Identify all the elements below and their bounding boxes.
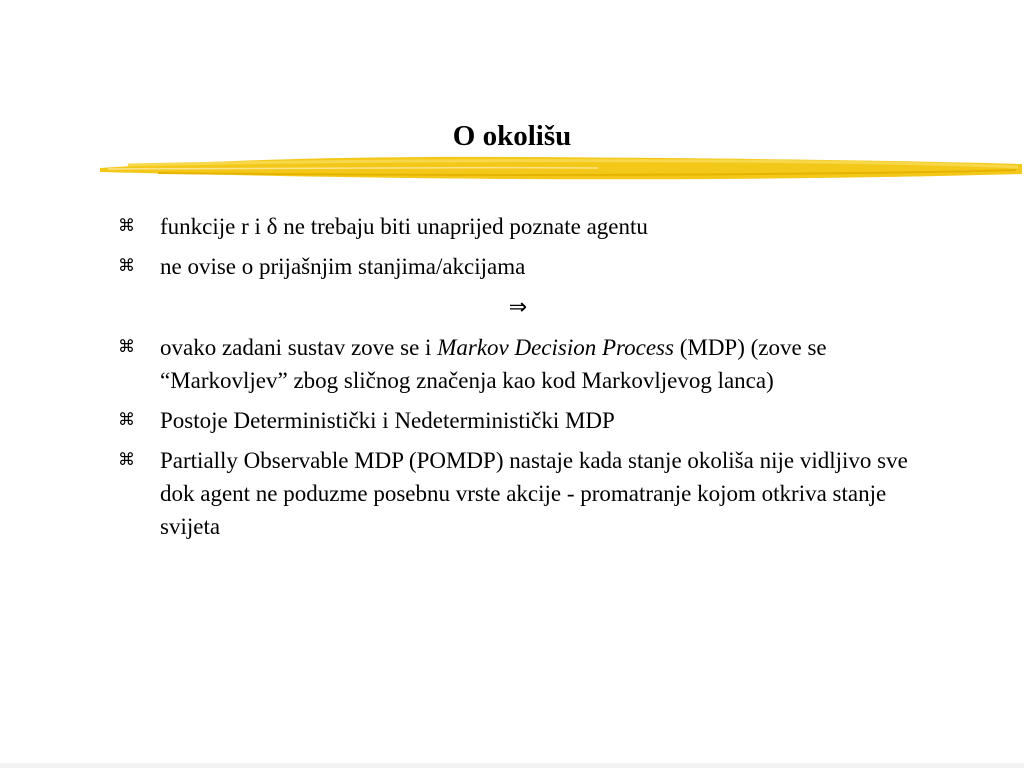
item-text: Partially Observable MDP (POMDP) nastaje kada stanje okoliša nije vidljivo sve dok agent ne poduzme posebnu vrste akcije - promatranje kojom otkriva stanje svijeta: [160, 448, 908, 539]
item-text: ne ovise o prijašnjim stanjima/akcijama: [160, 254, 526, 279]
command-bullet-icon: ⌘: [118, 450, 135, 470]
list-item: [118, 250, 918, 283]
item-text: (MDP) (zove se “Markovljev” zbog sličnog značenja kao kod Markovljevog lanca): [160, 335, 827, 393]
bottom-divider: [0, 763, 1024, 768]
command-bullet-icon: ⌘: [118, 256, 135, 276]
item-text: ovako zadani sustav zove se i: [160, 335, 438, 360]
item-text-italic: Markov Decision Process: [437, 335, 674, 360]
list-item: [118, 331, 918, 397]
implies-arrow-icon: ⇒: [508, 295, 528, 320]
item-text: funkcije r i δ ne trebaju biti unaprijed poznate agentu: [160, 214, 648, 239]
yellow-brush-underline: [98, 148, 1024, 188]
command-bullet-icon: ⌘: [118, 410, 135, 430]
command-bullet-icon: ⌘: [118, 216, 135, 236]
bullet-list: [118, 210, 918, 550]
implication-line: [118, 290, 918, 324]
list-item: [118, 444, 918, 543]
command-bullet-icon: ⌘: [118, 337, 135, 357]
item-text: Postoje Deterministički i Nedeterministički MDP: [160, 408, 615, 433]
list-item: [118, 210, 918, 243]
slide-title: O okolišu: [452, 120, 572, 152]
list-item: [118, 404, 918, 437]
